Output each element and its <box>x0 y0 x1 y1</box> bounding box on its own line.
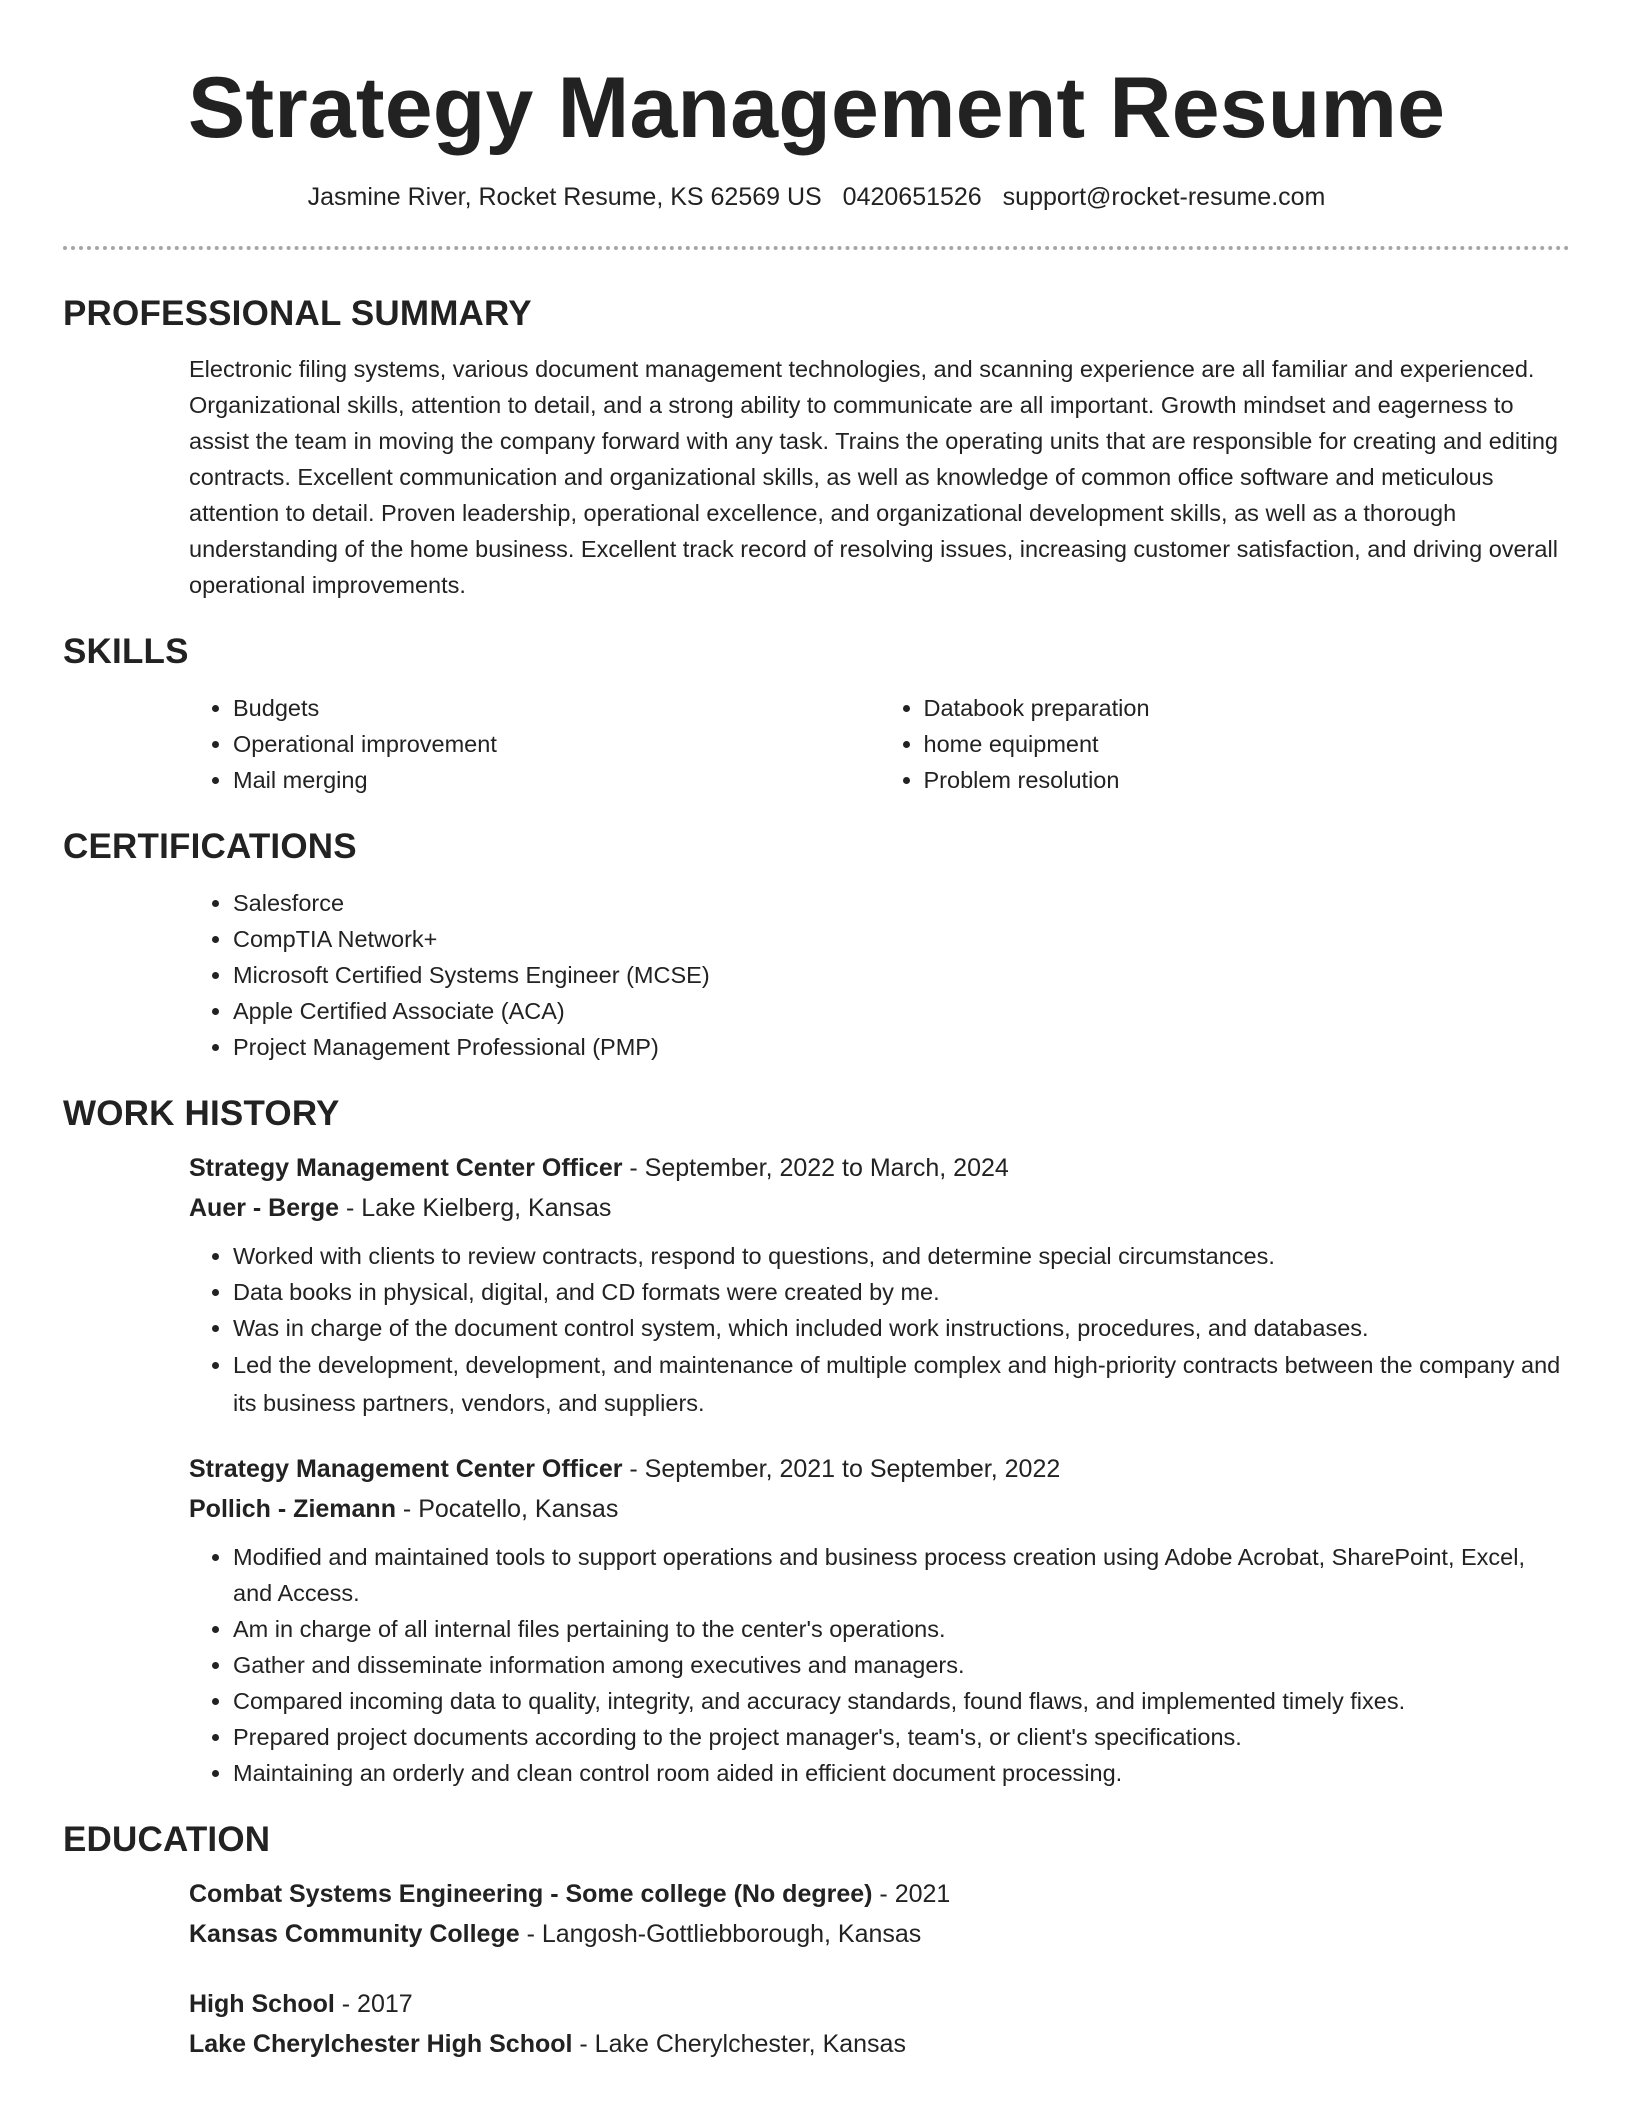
skill-item: • Databook preparation <box>924 690 1571 726</box>
skills-grid <box>189 690 1570 798</box>
education-location: - Lake Cherylchester, Kansas <box>572 2030 906 2058</box>
skills-body <box>63 690 1570 798</box>
certification-item: • Project Management Professional (PMP) <box>233 1029 1570 1065</box>
job-title-line <box>189 1449 1570 1489</box>
job-title: Strategy Management Center Officer <box>189 1154 623 1182</box>
job-duty: • Prepared project documents according to the project manager's, team's, or client's specifications. <box>233 1719 1570 1755</box>
education-school: Lake Cherylchester High School <box>189 2030 573 2058</box>
education-entry <box>189 1874 1570 1954</box>
education-degree: High School <box>189 1990 335 2018</box>
education-school-line <box>189 1914 1570 1954</box>
job-title: Strategy Management Center Officer <box>189 1455 623 1483</box>
education-entry <box>189 1984 1570 2064</box>
skill-item: • Operational improvement <box>233 726 880 762</box>
education-location: - Langosh-Gottliebborough, Kansas <box>519 1920 922 1948</box>
job-duties-list <box>189 1238 1570 1422</box>
education-school: Kansas Community College <box>189 1920 520 1948</box>
job-duty: • Worked with clients to review contracts, respond to questions, and determine special circumstances. <box>233 1238 1570 1274</box>
skills-heading: SKILLS <box>63 632 189 671</box>
education-degree-line <box>189 1984 1570 2024</box>
contact-line <box>63 181 1570 213</box>
work-body <box>63 1148 1570 1791</box>
job-company-line <box>189 1489 1570 1529</box>
job-dates: - September, 2021 to September, 2022 <box>622 1455 1061 1483</box>
job-duty: • Modified and maintained tools to support operations and business process creation using Adobe Acrobat, SharePoint, Excel, and Access. <box>233 1539 1570 1611</box>
education-year: - 2021 <box>872 1880 951 1908</box>
work-heading: WORK HISTORY <box>63 1094 340 1133</box>
job-duty: • Am in charge of all internal files pertaining to the center's operations. <box>233 1611 1570 1647</box>
certification-item: • CompTIA Network+ <box>233 921 1570 957</box>
certification-item: • Microsoft Certified Systems Engineer (MCSE) <box>233 957 1570 993</box>
certifications-section <box>63 825 1570 1065</box>
skills-list-right <box>880 690 1571 798</box>
certification-item: • Apple Certified Associate (ACA) <box>233 993 1570 1029</box>
skill-item: • home equipment <box>924 726 1571 762</box>
education-degree: Combat Systems Engineering - Some college (No degree) <box>189 1880 873 1908</box>
job-company: Auer - Berge <box>189 1194 340 1222</box>
job-location: - Pocatello, Kansas <box>395 1495 619 1523</box>
education-body <box>63 1874 1570 2064</box>
education-year: - 2017 <box>334 1990 413 2018</box>
education-degree-line <box>189 1874 1570 1914</box>
summary-text: Electronic filing systems, various document management technologies, and scanning experience are all familiar and experienced. Organizational skills, attention to detail, and a strong ability to communicate are all important. Growth mindset and eagerness to assist the team in moving the company forward with any task. Trains the operating units that are responsible for creating and editing contracts. Excellent communication and organizational skills, as well as knowledge of common office software and meticulous attention to detail. Proven leadership, operational excellence, and organizational development skills, as well as a thorough understanding of the home business. Excellent track record of resolving issues, increasing customer satisfaction, and driving overall operational improvements. <box>189 356 1558 598</box>
summary-section <box>63 292 1570 603</box>
header-divider <box>63 246 1570 250</box>
certification-item: • Salesforce <box>233 885 1570 921</box>
skill-item: • Mail merging <box>233 762 880 798</box>
job-duty: • Led the development, development, and maintenance of multiple complex and high-priority contracts between the company and its business partners, vendors, and suppliers. <box>233 1346 1570 1422</box>
job-dates: - September, 2022 to March, 2024 <box>622 1154 1009 1182</box>
job-duty: • Maintaining an orderly and clean control room aided in efficient document processing. <box>233 1755 1570 1791</box>
education-section <box>63 1818 1570 2064</box>
job-company-line <box>189 1188 1570 1228</box>
certifications-list <box>189 885 1570 1065</box>
education-school-line <box>189 2024 1570 2064</box>
certifications-body <box>63 885 1570 1065</box>
skills-list-left <box>189 690 880 798</box>
contact-phone: 0420651526 <box>842 183 982 211</box>
job-location: - Lake Kielberg, Kansas <box>339 1194 612 1222</box>
work-section <box>63 1092 1570 1791</box>
summary-heading: PROFESSIONAL SUMMARY <box>63 294 532 333</box>
job-entry <box>189 1148 1570 1422</box>
skills-section <box>63 630 1570 798</box>
certifications-heading: CERTIFICATIONS <box>63 827 357 866</box>
job-duty: • Compared incoming data to quality, integrity, and accuracy standards, found flaws, and implemented timely fixes. <box>233 1683 1570 1719</box>
job-duty: • Data books in physical, digital, and CD formats were created by me. <box>233 1274 1570 1310</box>
job-title-line <box>189 1148 1570 1188</box>
job-company: Pollich - Ziemann <box>189 1495 396 1523</box>
job-entry <box>189 1449 1570 1791</box>
job-duties-list <box>189 1539 1570 1791</box>
job-duty: • Was in charge of the document control system, which included work instructions, procedures, and databases. <box>233 1310 1570 1346</box>
summary-body <box>63 351 1570 603</box>
job-duty: • Gather and disseminate information among executives and managers. <box>233 1647 1570 1683</box>
skill-item: • Problem resolution <box>924 762 1571 798</box>
resume-title: Strategy Management Resume <box>187 60 1446 156</box>
education-heading: EDUCATION <box>63 1820 271 1859</box>
contact-address: Jasmine River, Rocket Resume, KS 62569 US <box>307 183 822 211</box>
contact-email: support@rocket-resume.com <box>1002 183 1326 211</box>
skill-item: • Budgets <box>233 690 880 726</box>
